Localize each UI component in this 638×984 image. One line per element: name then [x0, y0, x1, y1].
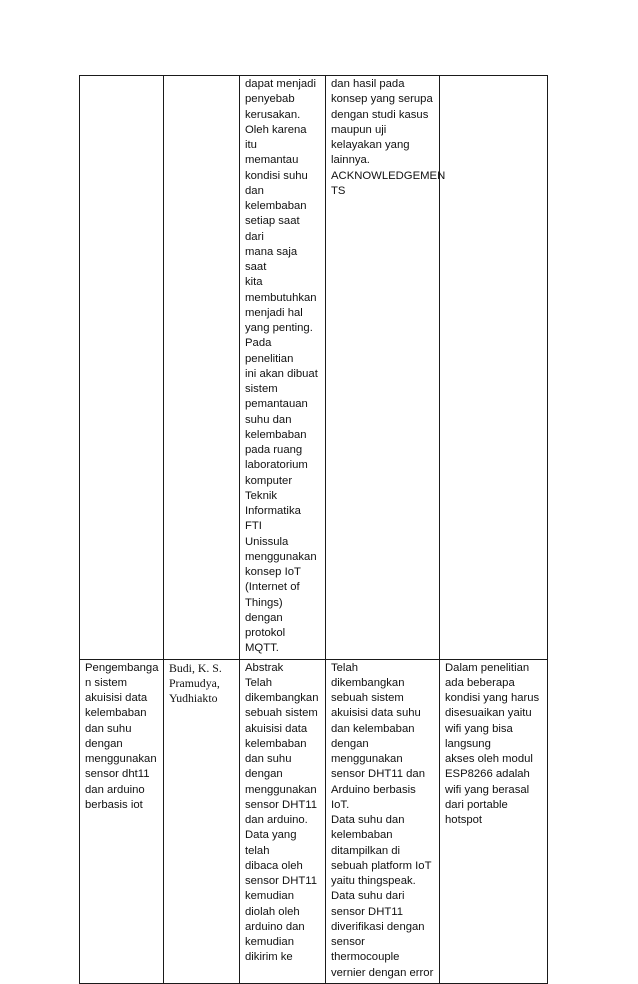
note-cell [440, 76, 548, 660]
title-cell: Pengembanga n sistem akuisisi data kelembaban dan suhu dengan menggunakan sensor dht11 dan arduino berbasis iot [80, 659, 164, 983]
authors-cell [164, 76, 240, 660]
authors-cell: Budi, K. S. Pramudya, Yudhiakto [164, 659, 240, 983]
abstract-cell: Abstrak Telah dikembangkan sebuah sistem akuisisi data kelembaban dan suhu dengan menggunakan sensor DHT11 dan arduino. Data yang telah dibaca oleh sensor DHT11 kemudian diolah oleh arduino dan kemudian dikirim ke [240, 659, 326, 983]
result-cell: dan hasil pada konsep yang serupa dengan studi kasus maupun uji kelayakan yang lainnya. ACKNOWLEDGEMEN TS [326, 76, 440, 660]
note-cell: Dalam penelitian ada beberapa kondisi yang harus disesuaikan yaitu wifi yang bisa langsung akses oleh modul ESP8266 adalah wifi yang berasal dari portable hotspot [440, 659, 548, 983]
literature-review-table [79, 75, 548, 984]
table-row [80, 76, 548, 660]
abstract-cell: dapat menjadi penyebab kerusakan. Oleh karena itu memantau kondisi suhu dan kelembaban setiap saat dari mana saja saat kita membutuhkan menjadi hal yang penting. Pada penelitian ini akan dibuat sistem pemantauan suhu dan kelembaban pada ruang laboratorium komputer Teknik Informatika FTI Unissula menggunakan konsep IoT (Internet of Things) dengan protokol MQTT. [240, 76, 326, 660]
table-row [80, 659, 548, 983]
result-cell: Telah dikembangkan sebuah sistem akuisisi data suhu dan kelembaban dengan menggunakan sensor DHT11 dan Arduino berbasis IoT. Data suhu dan kelembaban ditampilkan di sebuah platform IoT yaitu thingspeak. Data suhu dari sensor DHT11 diverifikasi dengan sensor thermocouple vernier dengan error [326, 659, 440, 983]
title-cell [80, 76, 164, 660]
